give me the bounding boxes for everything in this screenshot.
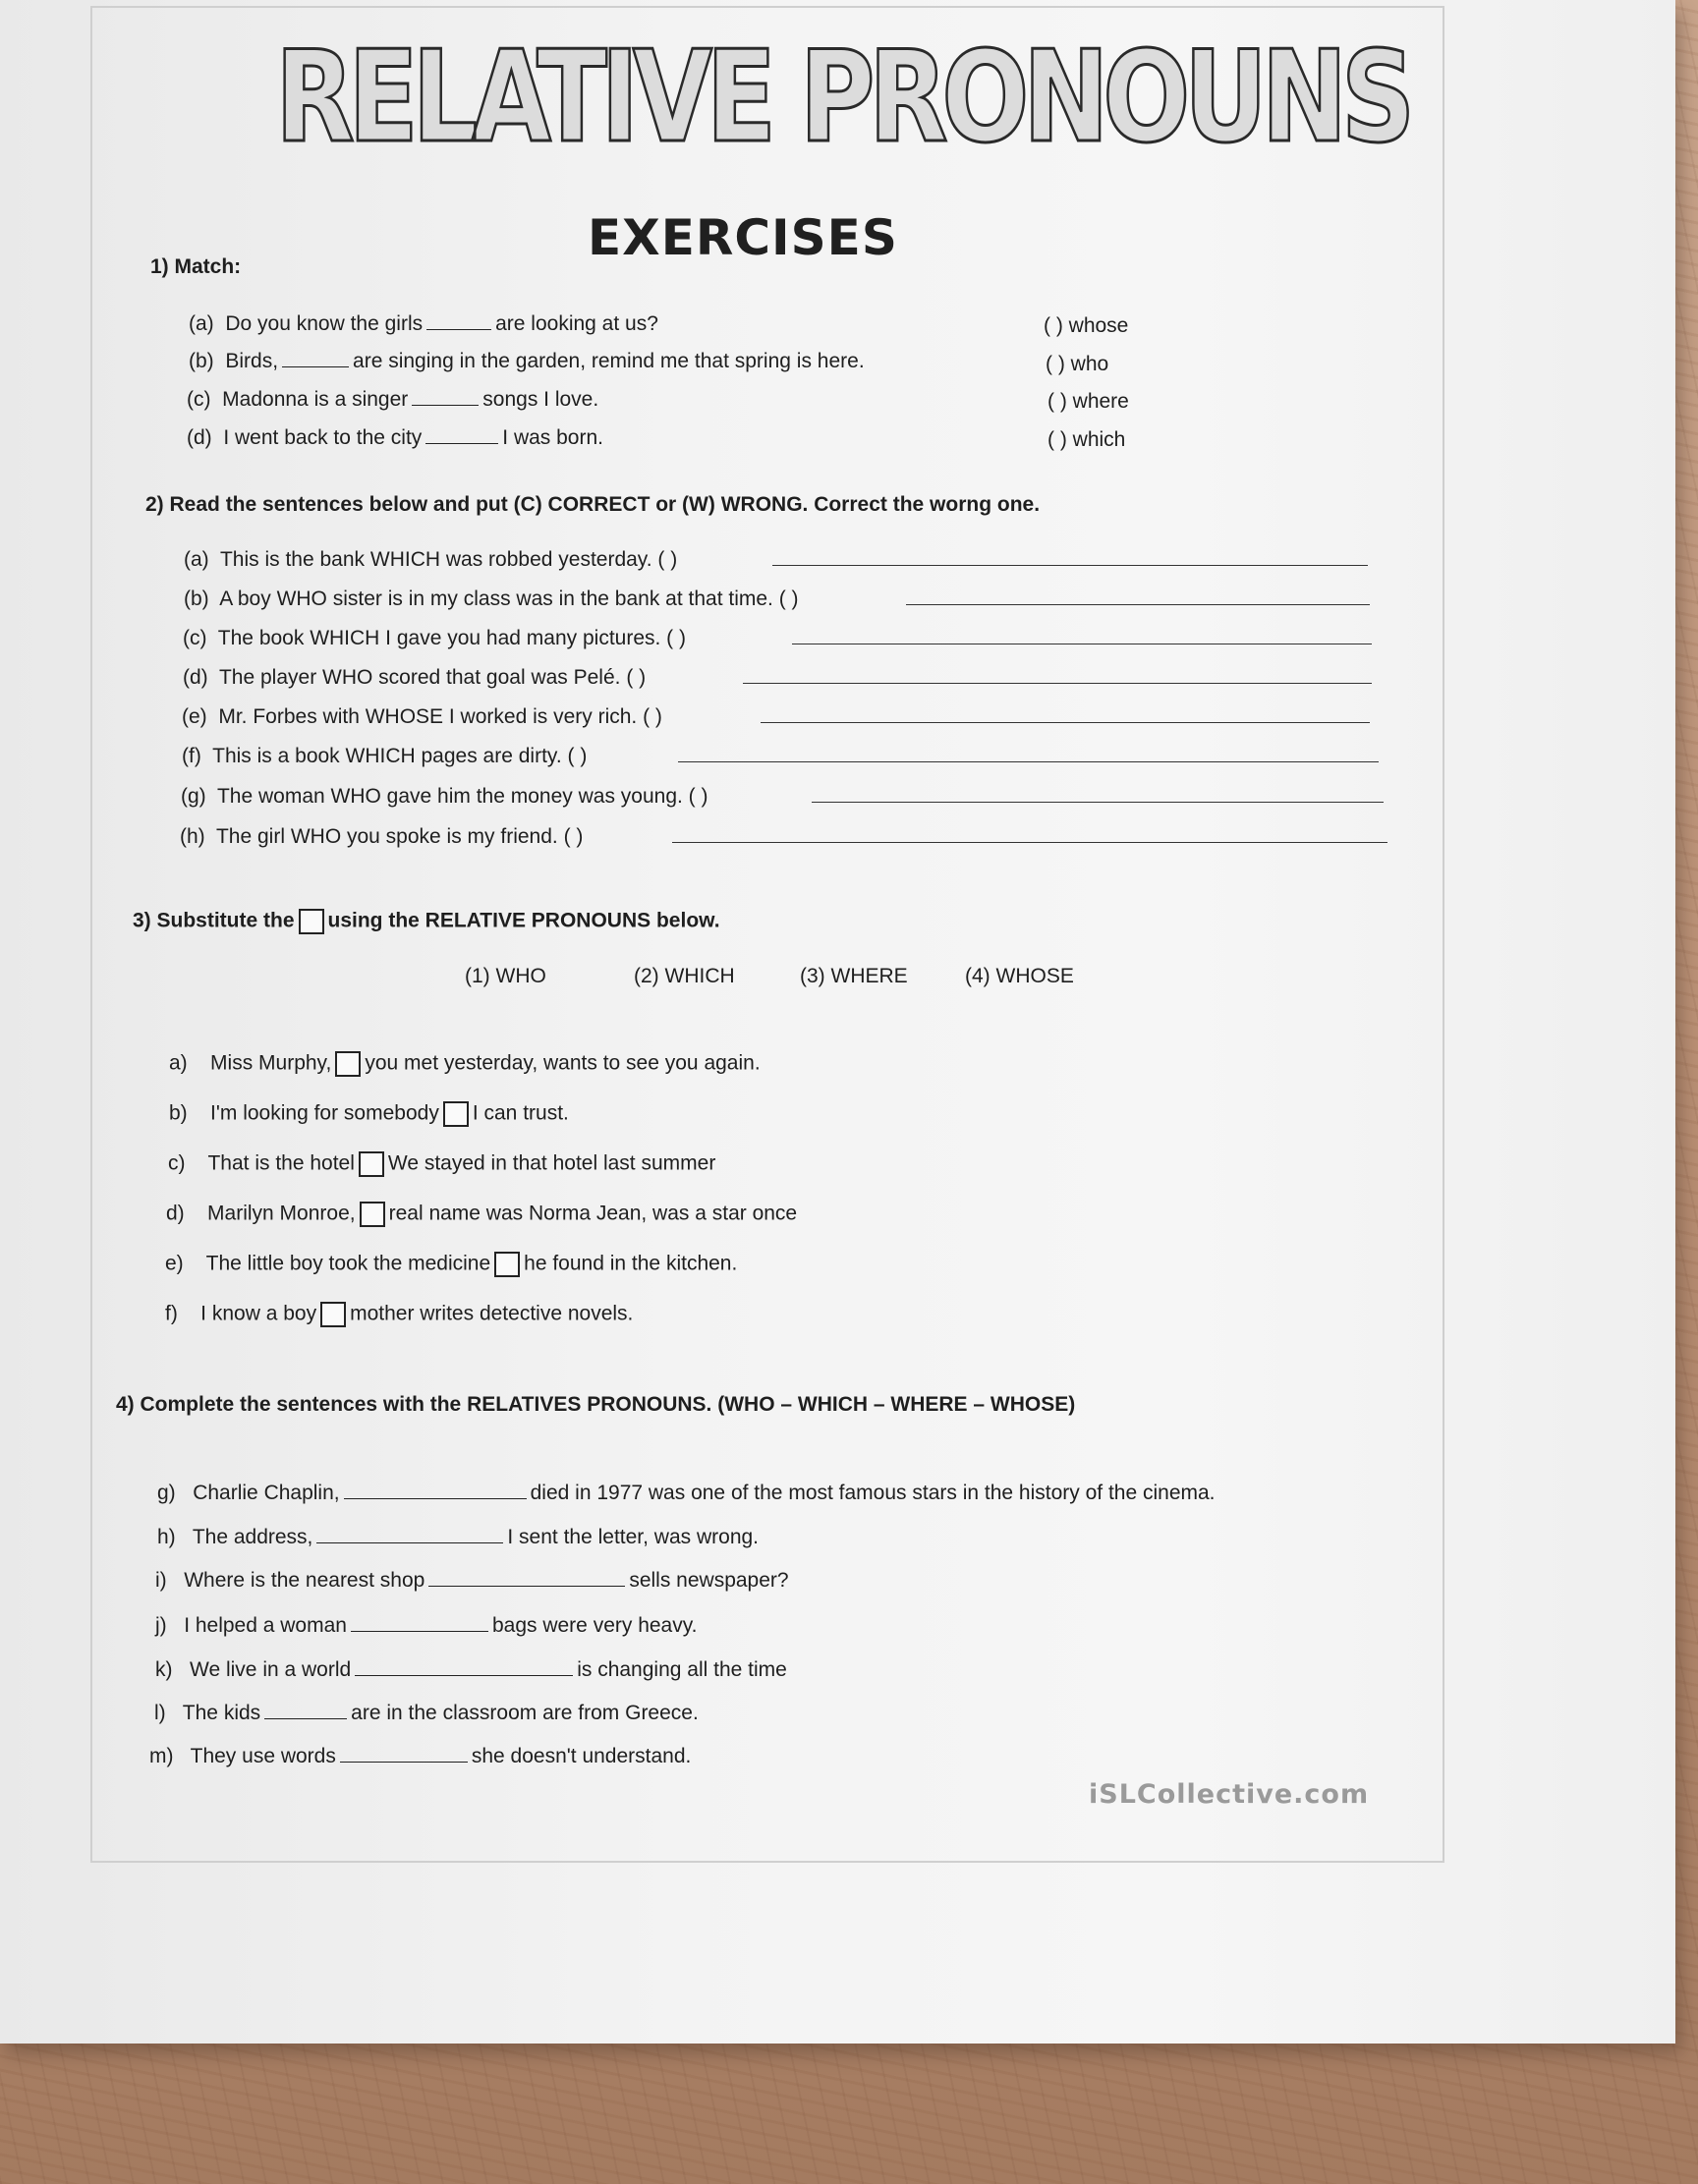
item-text-after: you met yesterday, wants to see you again.	[365, 1051, 761, 1075]
complete-item-h	[157, 1526, 759, 1549]
item-text-after: songs I love.	[482, 388, 599, 411]
section1-heading: 1) Match:	[150, 255, 242, 278]
pronoun-option-who: (1) WHO	[465, 965, 546, 987]
item-text-before: The kids	[182, 1702, 261, 1724]
item-text-before: Do you know the girls	[225, 312, 424, 335]
item-text: Mr. Forbes with WHOSE I worked is very rich. ( )	[218, 705, 662, 728]
item-text: The book WHICH I gave you had many pictures. ( )	[217, 627, 686, 649]
item-text-before: I helped a woman	[184, 1614, 347, 1637]
item-text-before: I'm looking for somebody	[210, 1101, 439, 1125]
item-letter: (a)	[184, 548, 209, 571]
complete-item-m	[149, 1745, 691, 1768]
match-item-a	[189, 312, 658, 336]
check-item-h	[180, 825, 583, 849]
answer-blank[interactable]	[340, 1761, 468, 1763]
answer-blank[interactable]	[355, 1674, 573, 1676]
item-text-after: I was born.	[502, 426, 603, 449]
answer-box[interactable]	[359, 1151, 384, 1177]
pronoun-option-which: (2) WHICH	[634, 965, 735, 987]
substitute-item-c	[168, 1151, 715, 1177]
substitute-item-a	[169, 1051, 761, 1077]
item-text-after: he found in the kitchen.	[524, 1252, 738, 1275]
item-letter: k)	[155, 1658, 173, 1681]
check-item-e	[182, 705, 662, 729]
item-letter: m)	[149, 1745, 174, 1767]
watermark-logo: iSLCollective.com	[1089, 1779, 1370, 1810]
item-text-before: They use words	[190, 1745, 336, 1767]
check-item-d	[183, 666, 646, 690]
item-letter: g)	[157, 1482, 176, 1504]
substitute-item-b	[169, 1101, 569, 1127]
item-letter: (c)	[187, 388, 211, 411]
item-text-after: died in 1977 was one of the most famous stars in the history of the cinema.	[530, 1482, 1216, 1504]
answer-box-icon	[299, 909, 324, 934]
complete-item-i	[155, 1569, 789, 1593]
item-letter: j)	[155, 1614, 167, 1637]
answer-blank[interactable]	[426, 328, 491, 330]
pronoun-option-where: (3) WHERE	[800, 965, 908, 987]
item-letter: h)	[157, 1526, 176, 1548]
item-text-after: sells newspaper?	[629, 1569, 789, 1592]
substitute-item-f	[165, 1302, 633, 1327]
item-text: This is the bank WHICH was robbed yesterday. ( )	[219, 548, 678, 571]
item-letter: (f)	[182, 745, 201, 767]
complete-item-k	[155, 1658, 787, 1682]
match-option-who[interactable]: ( ) who	[1046, 353, 1109, 375]
item-letter: d)	[166, 1202, 185, 1225]
item-text-after: mother writes detective novels.	[350, 1302, 634, 1325]
substitute-item-e	[165, 1252, 737, 1277]
item-text-before: I went back to the city	[223, 426, 423, 449]
section4-heading: 4) Complete the sentences with the RELATIVES PRONOUNS. (WHO – WHICH – WHERE – WHOSE)	[116, 1393, 1076, 1416]
answer-blank[interactable]	[412, 404, 479, 406]
item-text-after: are in the classroom are from Greece.	[351, 1702, 699, 1724]
answer-box[interactable]	[335, 1051, 361, 1077]
worksheet-subtitle: EXERCISES	[588, 209, 898, 266]
item-text: The woman WHO gave him the money was young. ( )	[216, 785, 708, 808]
item-text: The player WHO scored that goal was Pelé. ( )	[218, 666, 647, 689]
item-text-after: I sent the letter, was wrong.	[507, 1526, 760, 1548]
correction-line[interactable]	[772, 565, 1368, 566]
item-text-after: bags were very heavy.	[491, 1614, 698, 1637]
check-item-f	[182, 745, 587, 768]
item-letter: b)	[169, 1101, 188, 1125]
item-text-before: Miss Murphy,	[210, 1051, 332, 1075]
match-item-b	[189, 350, 865, 373]
item-text: This is a book WHICH pages are dirty. ( )	[212, 745, 588, 767]
item-text-before: Birds,	[225, 350, 279, 372]
item-text-after: is changing all the time	[577, 1658, 787, 1681]
item-text-after: are looking at us?	[495, 312, 658, 335]
substitute-item-d	[166, 1202, 797, 1227]
item-text-before: Where is the nearest shop	[184, 1569, 425, 1592]
correction-line[interactable]	[906, 604, 1370, 605]
item-text-before: The little boy took the medicine	[205, 1252, 491, 1275]
match-option-which[interactable]: ( ) which	[1047, 428, 1126, 451]
item-letter: l)	[154, 1702, 166, 1724]
section3-heading	[133, 909, 720, 934]
match-option-whose[interactable]: ( ) whose	[1044, 314, 1129, 337]
answer-blank[interactable]	[316, 1541, 503, 1543]
item-text-after: she doesn't understand.	[471, 1745, 692, 1767]
answer-box[interactable]	[494, 1252, 520, 1277]
item-letter: a)	[169, 1051, 188, 1075]
item-letter: (b)	[184, 588, 209, 610]
item-letter: (d)	[187, 426, 212, 449]
correction-line[interactable]	[743, 683, 1372, 684]
correction-line[interactable]	[678, 761, 1379, 762]
match-item-d	[187, 426, 603, 450]
check-item-a	[184, 548, 677, 572]
item-letter: c)	[168, 1151, 186, 1175]
item-text-before: We live in a world	[190, 1658, 352, 1681]
complete-item-l	[154, 1702, 699, 1725]
item-text-before: Charlie Chaplin,	[193, 1482, 340, 1504]
check-item-b	[184, 588, 799, 611]
heading-text-after: using the RELATIVE PRONOUNS below.	[327, 909, 720, 932]
heading-text-before: 3) Substitute the	[133, 909, 295, 932]
correction-line[interactable]	[672, 842, 1387, 843]
answer-blank[interactable]	[351, 1630, 488, 1632]
correction-line[interactable]	[812, 802, 1384, 803]
item-letter: (a)	[189, 312, 214, 335]
item-letter: (g)	[181, 785, 206, 808]
worksheet-title: RELATIVE PRONOUNS	[275, 25, 1409, 171]
item-text: A boy WHO sister is in my class was in the bank at that time. ( )	[219, 588, 799, 610]
item-text-after: are singing in the garden, remind me that spring is here.	[353, 350, 865, 372]
check-item-g	[181, 785, 708, 809]
item-text-before: Madonna is a singer	[222, 388, 409, 411]
answer-blank[interactable]	[264, 1717, 347, 1719]
complete-item-j	[155, 1614, 698, 1638]
answer-box[interactable]	[360, 1202, 385, 1227]
answer-blank[interactable]	[425, 442, 498, 444]
item-letter: (e)	[182, 705, 207, 728]
match-item-c	[187, 388, 598, 412]
correction-line[interactable]	[761, 722, 1370, 723]
item-letter: i)	[155, 1569, 167, 1592]
match-option-where[interactable]: ( ) where	[1047, 390, 1129, 413]
item-letter: f)	[165, 1302, 178, 1325]
pronoun-option-whose: (4) WHOSE	[965, 965, 1074, 987]
check-item-c	[183, 627, 686, 650]
item-letter: (d)	[183, 666, 208, 689]
item-text-after: We stayed in that hotel last summer	[387, 1151, 716, 1175]
answer-blank[interactable]	[428, 1585, 625, 1587]
item-letter: (b)	[189, 350, 214, 372]
answer-box[interactable]	[320, 1302, 346, 1327]
item-letter: e)	[165, 1252, 184, 1275]
answer-box[interactable]	[443, 1101, 469, 1127]
section2-heading: 2) Read the sentences below and put (C) CORRECT or (W) WRONG. Correct the worng one.	[145, 493, 1041, 516]
item-text-after: real name was Norma Jean, was a star once	[388, 1202, 798, 1225]
item-letter: (h)	[180, 825, 205, 848]
item-text-before: I know a boy	[200, 1302, 317, 1325]
complete-item-g	[157, 1482, 1216, 1505]
item-letter: (c)	[183, 627, 207, 649]
item-text: The girl WHO you spoke is my friend. ( )	[215, 825, 584, 848]
item-text-before: The address,	[192, 1526, 313, 1548]
answer-blank[interactable]	[344, 1497, 527, 1499]
item-text-after: I can trust.	[472, 1101, 569, 1125]
item-text-before: Marilyn Monroe,	[207, 1202, 356, 1225]
item-text-before: That is the hotel	[207, 1151, 355, 1175]
answer-blank[interactable]	[282, 365, 349, 367]
